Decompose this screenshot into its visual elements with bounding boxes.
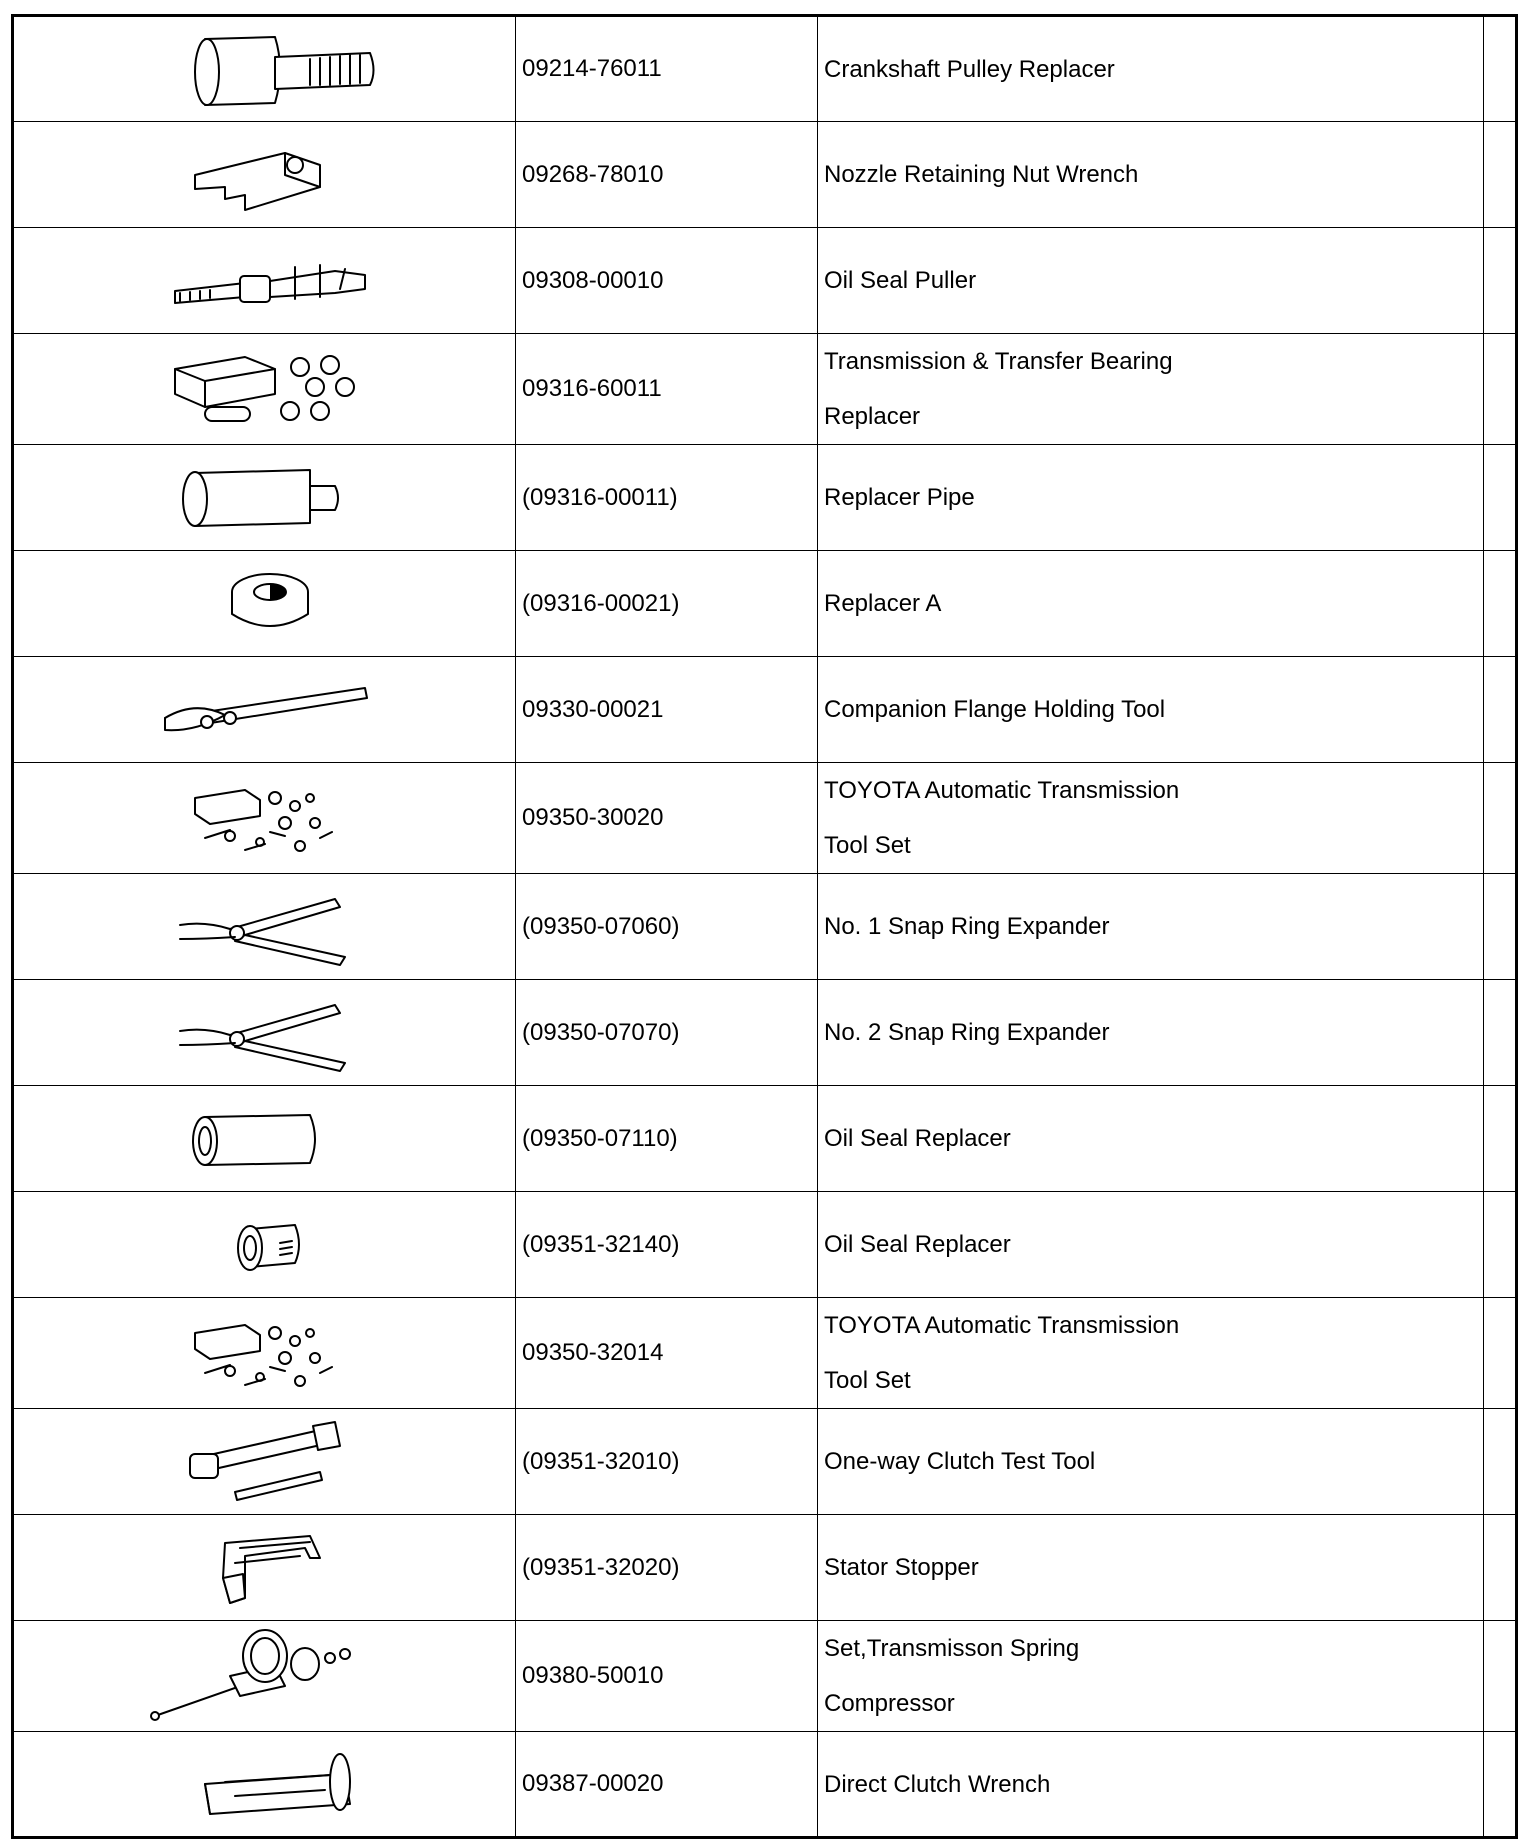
tool-name-line: No. 1 Snap Ring Expander: [824, 913, 1110, 940]
tool-name: [818, 874, 1484, 980]
part-number: (09350-07110): [516, 1086, 818, 1192]
tool-image-cell: [13, 980, 516, 1086]
tool-row: [13, 980, 1517, 1086]
tool-name: [818, 980, 1484, 1086]
tool-name: [818, 122, 1484, 228]
tool-name-line: One-way Clutch Test Tool: [824, 1448, 1096, 1475]
tool-image-cell: [13, 1621, 516, 1732]
tool-name-line: Direct Clutch Wrench: [824, 1770, 1051, 1798]
blank-cell: [1484, 1621, 1517, 1732]
tool-name-line: Oil Seal Replacer: [824, 1231, 1011, 1258]
tool-name-line: Replacer Pipe: [824, 484, 975, 511]
tool-image-cell: [13, 657, 516, 763]
tool-name: [818, 1192, 1484, 1298]
tool-row: [13, 1086, 1517, 1192]
tool-name-line: Oil Seal Replacer: [824, 1125, 1011, 1152]
snap-ring-expander-icon: [135, 983, 395, 1083]
tool-name-line: Replacer A: [824, 590, 942, 617]
part-number: (09351-32020): [516, 1515, 818, 1621]
replacer-pipe-icon: [135, 448, 395, 548]
blank-cell: [1484, 980, 1517, 1086]
tool-row: [13, 874, 1517, 980]
tool-image-cell: [13, 763, 516, 874]
tool-image-cell: [13, 334, 516, 445]
part-number: 09350-32014: [516, 1298, 818, 1409]
tool-name-line: Tool Set: [824, 1367, 911, 1394]
blank-cell: [1484, 122, 1517, 228]
tool-name: [818, 1621, 1484, 1732]
blank-cell: [1484, 1409, 1517, 1515]
tool-name-line: Nozzle Retaining Nut Wrench: [824, 161, 1139, 188]
tool-name: [818, 1409, 1484, 1515]
part-number: (09350-07060): [516, 874, 818, 980]
tool-row: [13, 16, 1517, 122]
part-number: 09214-76011: [516, 16, 818, 122]
tool-row: [13, 1192, 1517, 1298]
blank-cell: [1484, 445, 1517, 551]
part-number: 09308-00010: [516, 228, 818, 334]
tool-set-icon: [135, 768, 395, 868]
tool-name: [818, 16, 1484, 122]
tool-image-cell: [13, 1409, 516, 1515]
blank-cell: [1484, 874, 1517, 980]
tool-name-line: No. 2 Snap Ring Expander: [824, 1019, 1110, 1046]
part-number: 09316-60011: [516, 334, 818, 445]
part-number: (09316-00011): [516, 445, 818, 551]
nozzle-wrench-icon: [135, 125, 395, 225]
blank-cell: [1484, 1298, 1517, 1409]
tool-name-line: Oil Seal Puller: [824, 267, 977, 294]
tool-name: [818, 1298, 1484, 1409]
blank-cell: [1484, 228, 1517, 334]
flange-holding-tool-icon: [135, 660, 395, 760]
tool-rows: [13, 16, 1517, 1838]
bearing-replacer-set-icon: [135, 339, 395, 439]
tool-name-line: Replacer: [824, 403, 921, 430]
stator-stopper-icon: [135, 1518, 395, 1618]
tool-name-line: Set,Transmisson Spring: [824, 1635, 1080, 1662]
blank-cell: [1484, 763, 1517, 874]
part-number: (09350-07070): [516, 980, 818, 1086]
tool-set-icon: [135, 1303, 395, 1403]
oil-seal-replacer-small-icon: [135, 1195, 395, 1295]
tool-image-cell: [13, 1086, 516, 1192]
spring-compressor-icon: [135, 1626, 395, 1726]
tool-row: [13, 228, 1517, 334]
tool-row: [13, 1298, 1517, 1409]
oil-seal-replacer-tube-icon: [135, 1089, 395, 1189]
clutch-test-tool-icon: [135, 1412, 395, 1512]
blank-cell: [1484, 551, 1517, 657]
tool-image-cell: [13, 1298, 516, 1409]
tool-name-line: Compressor: [824, 1690, 955, 1717]
blank-cell: [1484, 1086, 1517, 1192]
tool-row: [13, 657, 1517, 763]
replacer-a-icon: [135, 554, 395, 654]
tool-name: [818, 228, 1484, 334]
tool-row: [13, 763, 1517, 874]
tool-name: [818, 1086, 1484, 1192]
tool-row: [13, 1409, 1517, 1515]
tool-name: [818, 551, 1484, 657]
tool-image-cell: [13, 1515, 516, 1621]
tool-image-cell: [13, 551, 516, 657]
part-number: (09351-32140): [516, 1192, 818, 1298]
blank-cell: [1484, 1192, 1517, 1298]
blank-cell: [1484, 657, 1517, 763]
tool-name: [818, 657, 1484, 763]
part-number: 09387-00020: [516, 1732, 818, 1838]
tool-name: [818, 1515, 1484, 1621]
tool-name-line: Transmission & Transfer Bearing: [824, 348, 1173, 375]
tool-image-cell: [13, 874, 516, 980]
tool-row: [13, 551, 1517, 657]
blank-cell: [1484, 16, 1517, 122]
tool-name-line: Stator Stopper: [824, 1554, 979, 1581]
tool-image-cell: [13, 228, 516, 334]
part-number: 09330-00021: [516, 657, 818, 763]
part-number: (09316-00021): [516, 551, 818, 657]
part-number: 09268-78010: [516, 122, 818, 228]
tool-name: [818, 445, 1484, 551]
special-tool-table: [11, 14, 1518, 1839]
direct-clutch-wrench-icon: [135, 1734, 395, 1834]
part-number: 09350-30020: [516, 763, 818, 874]
tool-row: [13, 334, 1517, 445]
tool-image-cell: [13, 1192, 516, 1298]
tool-name-line: TOYOTA Automatic Transmission: [824, 777, 1180, 804]
tool-name-line: Crankshaft Pulley Replacer: [824, 55, 1115, 83]
tool-name: [818, 334, 1484, 445]
blank-cell: [1484, 1515, 1517, 1621]
tool-name-line: TOYOTA Automatic Transmission: [824, 1312, 1180, 1339]
tool-row: [13, 122, 1517, 228]
snap-ring-expander-icon: [135, 877, 395, 977]
tool-row: [13, 1621, 1517, 1732]
tool-row: [13, 1515, 1517, 1621]
crankshaft-pulley-replacer-icon: [135, 19, 395, 119]
tool-name: [818, 763, 1484, 874]
tool-image-cell: [13, 122, 516, 228]
tool-name-line: Tool Set: [824, 832, 911, 859]
tool-image-cell: [13, 445, 516, 551]
tool-image-cell: [13, 16, 516, 122]
part-number: (09351-32010): [516, 1409, 818, 1515]
tool-row: [13, 445, 1517, 551]
oil-seal-puller-icon: [135, 231, 395, 331]
part-number: 09380-50010: [516, 1621, 818, 1732]
blank-cell: [1484, 334, 1517, 445]
tool-name-line: Companion Flange Holding Tool: [824, 696, 1166, 723]
